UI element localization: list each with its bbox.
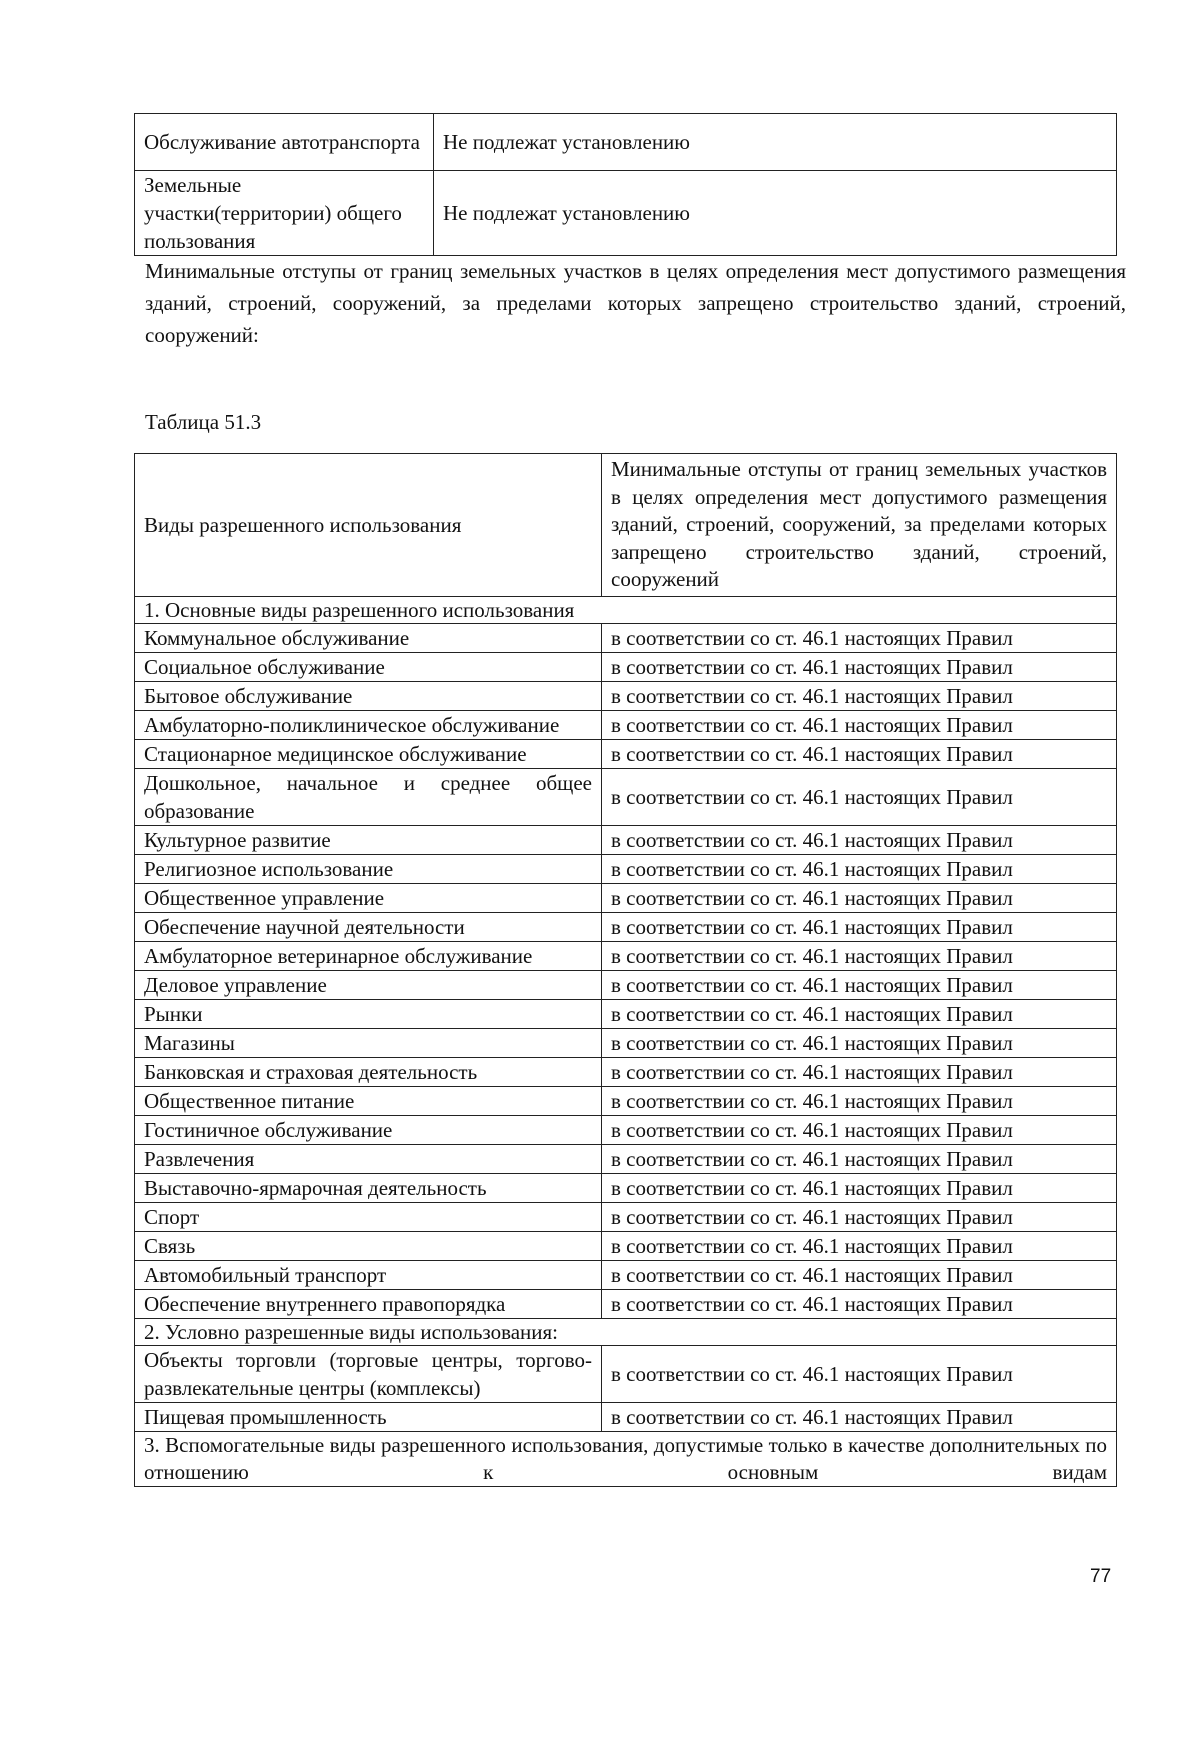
use-type-cell: Деловое управление	[135, 970, 602, 999]
setback-paragraph: Минимальные отступы от границ земельных участков в целях определения мест допустимого размещения зданий, строений, сооружений, за пределами которых запрещено строительство зданий, строений, сооружений:	[145, 259, 1126, 347]
use-type-cell: Амбулаторно-поликлиническое обслуживание	[135, 710, 602, 739]
use-type-cell: Земельные участки(территории) общего пользования	[135, 171, 434, 256]
table-row	[135, 1289, 1117, 1318]
setback-cell: в соответствии со ст. 46.1 настоящих Правил	[602, 1402, 1117, 1431]
section-title: 1. Основные виды разрешенного использования	[135, 596, 1117, 623]
table-row	[135, 710, 1117, 739]
use-type-cell: Автомобильный транспорт	[135, 1260, 602, 1289]
use-type-cell: Дошкольное, начальное и среднее общее образование	[135, 768, 602, 825]
use-type-cell: Спорт	[135, 1202, 602, 1231]
setback-cell: в соответствии со ст. 46.1 настоящих Правил	[602, 1057, 1117, 1086]
use-type-cell: Пищевая промышленность	[135, 1402, 602, 1431]
table-row	[135, 1057, 1117, 1086]
setback-cell: в соответствии со ст. 46.1 настоящих Правил	[602, 854, 1117, 883]
section-header-row	[135, 596, 1117, 623]
table-row	[135, 912, 1117, 941]
page-number: 77	[1090, 1566, 1112, 1587]
use-type-cell: Обслуживание автотранспорта	[135, 114, 434, 171]
setback-cell: в соответствии со ст. 46.1 настоящих Правил	[602, 1231, 1117, 1260]
use-type-cell: Магазины	[135, 1028, 602, 1057]
setback-cell: в соответствии со ст. 46.1 настоящих Правил	[602, 681, 1117, 710]
setback-cell: Не подлежат установлению	[434, 114, 1117, 171]
table-row	[135, 941, 1117, 970]
use-type-cell: Развлечения	[135, 1144, 602, 1173]
setback-table-body	[135, 596, 1117, 1486]
table-row	[135, 1086, 1117, 1115]
table-row	[135, 1028, 1117, 1057]
setback-cell: Не подлежат установлению	[434, 171, 1117, 256]
use-type-cell: Банковская и страховая деятельность	[135, 1057, 602, 1086]
table-row	[135, 1115, 1117, 1144]
use-type-cell: Обеспечение научной деятельности	[135, 912, 602, 941]
section-title: 2. Условно разрешенные виды использования:	[135, 1318, 1117, 1345]
use-type-cell: Гостиничное обслуживание	[135, 1115, 602, 1144]
table-row	[135, 681, 1117, 710]
header-cell-use-type: Виды разрешенного использования	[135, 454, 602, 597]
use-type-cell: Бытовое обслуживание	[135, 681, 602, 710]
setback-cell: в соответствии со ст. 46.1 настоящих Правил	[602, 970, 1117, 999]
use-type-cell: Выставочно-ярмарочная деятельность	[135, 1173, 602, 1202]
setback-cell: в соответствии со ст. 46.1 настоящих Правил	[602, 1173, 1117, 1202]
table-row	[135, 825, 1117, 854]
table-row	[135, 970, 1117, 999]
continuation-table	[134, 113, 1117, 256]
setback-cell: в соответствии со ст. 46.1 настоящих Правил	[602, 941, 1117, 970]
use-type-cell: Общественное управление	[135, 883, 602, 912]
setback-cell: в соответствии со ст. 46.1 настоящих Правил	[602, 1345, 1117, 1402]
setback-cell: в соответствии со ст. 46.1 настоящих Правил	[602, 1086, 1117, 1115]
setback-cell: в соответствии со ст. 46.1 настоящих Правил	[602, 768, 1117, 825]
table-row	[135, 1173, 1117, 1202]
setback-cell: в соответствии со ст. 46.1 настоящих Правил	[602, 1144, 1117, 1173]
setback-cell: в соответствии со ст. 46.1 настоящих Правил	[602, 1289, 1117, 1318]
use-type-cell: Стационарное медицинское обслуживание	[135, 739, 602, 768]
table-row	[135, 1202, 1117, 1231]
table-row	[135, 1345, 1117, 1402]
table-row	[135, 1260, 1117, 1289]
use-type-cell: Связь	[135, 1231, 602, 1260]
table-row	[135, 883, 1117, 912]
setback-cell: в соответствии со ст. 46.1 настоящих Правил	[602, 623, 1117, 652]
use-type-cell: Коммунальное обслуживание	[135, 623, 602, 652]
setback-table	[134, 453, 1117, 1487]
table-row	[135, 114, 1117, 171]
use-type-cell: Социальное обслуживание	[135, 652, 602, 681]
setback-cell: в соответствии со ст. 46.1 настоящих Правил	[602, 999, 1117, 1028]
use-type-cell: Амбулаторное ветеринарное обслуживание	[135, 941, 602, 970]
section-header-row	[135, 1431, 1117, 1486]
use-type-cell: Общественное питание	[135, 1086, 602, 1115]
table-row	[135, 1402, 1117, 1431]
setback-cell: в соответствии со ст. 46.1 настоящих Правил	[602, 710, 1117, 739]
table-caption: Таблица 51.3	[145, 410, 262, 434]
use-type-cell: Объекты торговли (торговые центры, торгово-развлекательные центры (комплексы)	[135, 1345, 602, 1402]
setback-cell: в соответствии со ст. 46.1 настоящих Правил	[602, 883, 1117, 912]
use-type-cell: Культурное развитие	[135, 825, 602, 854]
section-title: 3. Вспомогательные виды разрешенного использования, допустимые только в качестве дополнительных по отношению к основным видам	[135, 1431, 1117, 1486]
use-type-cell: Рынки	[135, 999, 602, 1028]
table-row	[135, 1144, 1117, 1173]
setback-cell: в соответствии со ст. 46.1 настоящих Правил	[602, 1260, 1117, 1289]
section-header-row	[135, 1318, 1117, 1345]
table-row	[135, 623, 1117, 652]
table-row	[135, 652, 1117, 681]
table-row	[135, 739, 1117, 768]
table-header-row	[135, 454, 1117, 597]
header-cell-setback: Минимальные отступы от границ земельных участков в целях определения мест допустимого размещения зданий, строений, сооружений, за пределами которых запрещено строительство зданий, строений, сооружений	[602, 454, 1117, 597]
table-row	[135, 768, 1117, 825]
table-row	[135, 854, 1117, 883]
setback-cell: в соответствии со ст. 46.1 настоящих Правил	[602, 825, 1117, 854]
table-row	[135, 1231, 1117, 1260]
setback-cell: в соответствии со ст. 46.1 настоящих Правил	[602, 1028, 1117, 1057]
table-row	[135, 999, 1117, 1028]
continuation-table-body	[135, 114, 1117, 256]
setback-cell: в соответствии со ст. 46.1 настоящих Правил	[602, 912, 1117, 941]
setback-cell: в соответствии со ст. 46.1 настоящих Правил	[602, 739, 1117, 768]
setback-cell: в соответствии со ст. 46.1 настоящих Правил	[602, 1115, 1117, 1144]
use-type-cell: Религиозное использование	[135, 854, 602, 883]
table-row	[135, 171, 1117, 256]
use-type-cell: Обеспечение внутреннего правопорядка	[135, 1289, 602, 1318]
setback-cell: в соответствии со ст. 46.1 настоящих Правил	[602, 1202, 1117, 1231]
setback-cell: в соответствии со ст. 46.1 настоящих Правил	[602, 652, 1117, 681]
